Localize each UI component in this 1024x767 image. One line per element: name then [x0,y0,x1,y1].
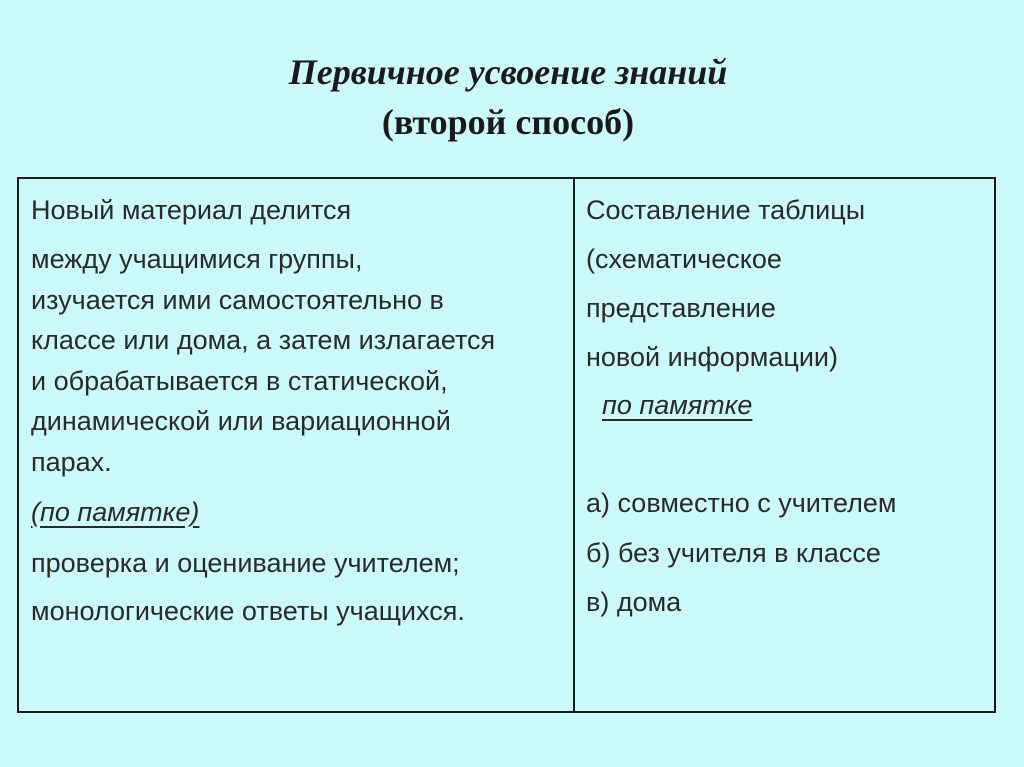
slide-title: Первичное усвоение знаний [288,52,728,92]
left-line: изучается ими самостоятельно в [31,285,444,315]
right-line: а) совместно с учителем [586,488,897,518]
right-line: Составление таблицы [586,195,866,225]
right-line: представление [586,293,776,323]
right-line: б) без учителя в классе [586,538,881,568]
left-cell [19,179,575,711]
right-cell [575,179,994,711]
memo-note: (по памятке) [31,497,200,527]
left-line: и обрабатывается в статической, [31,366,448,396]
left-line: между учащимися группы, [31,244,363,274]
memo-note: по памятке [602,390,753,420]
left-line: парах. [31,447,112,477]
right-line: новой информации) [586,342,839,372]
slide-subtitle: (второй способ) [381,102,635,142]
left-line: проверка и оценивание учителем; [31,548,460,578]
left-line: классе или дома, а затем излагается [31,325,496,355]
left-line: Новый материал делится [31,195,352,225]
left-line: динамической или вариационной [31,406,451,436]
right-line: в) дома [586,587,682,617]
content-table [17,177,996,713]
right-line: (схематическое [586,244,782,274]
left-line: монологические ответы учащихся. [31,596,465,626]
